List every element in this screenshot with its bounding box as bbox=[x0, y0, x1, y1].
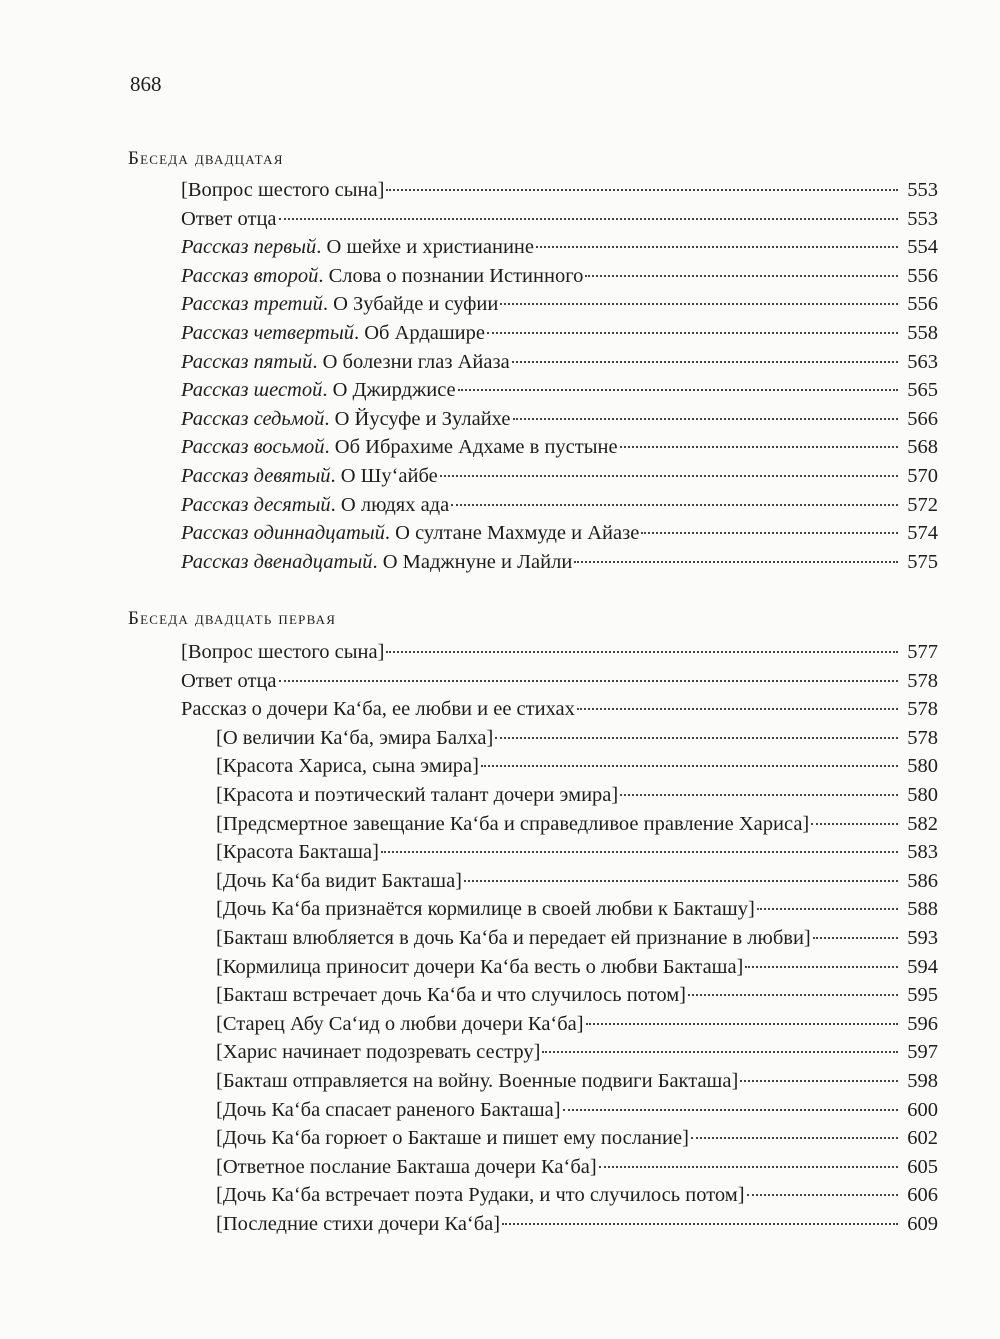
toc-entry bbox=[128, 319, 938, 348]
toc-entry-title bbox=[216, 1067, 738, 1096]
toc-entry-text: Ответ отца bbox=[181, 669, 277, 692]
toc-entry-text: . О людях ада bbox=[330, 493, 450, 516]
toc-entry-text: . О болезни глаз Айаза bbox=[312, 350, 510, 373]
toc-entry-title bbox=[181, 638, 384, 667]
toc-entry-page: 595 bbox=[907, 984, 938, 1007]
toc-entry-title bbox=[216, 867, 462, 896]
toc-entry-page: 588 bbox=[907, 898, 938, 921]
section-title: Беседа двадцать первая bbox=[128, 608, 337, 629]
dot-leader bbox=[574, 561, 898, 563]
toc-entry-text: . О султане Махмуде и Айазе bbox=[384, 522, 640, 545]
toc-entry bbox=[128, 491, 938, 520]
toc-entry bbox=[128, 1067, 938, 1096]
toc-entry bbox=[128, 519, 938, 548]
toc-entry bbox=[128, 724, 938, 753]
toc-entry-page: 597 bbox=[907, 1041, 938, 1064]
toc-entry-title bbox=[181, 519, 639, 548]
toc-entry bbox=[128, 376, 938, 405]
toc-entry-page: 582 bbox=[907, 812, 938, 835]
toc-entry bbox=[128, 1124, 938, 1153]
toc-entry-text: [Бакташ влюбляется в дочь Ка‘ба и передает ей признание в любви] bbox=[216, 926, 811, 949]
toc-entry bbox=[128, 262, 938, 291]
toc-entry-text: . Об Ардашире bbox=[353, 321, 485, 344]
toc-entry-title bbox=[181, 176, 384, 205]
dot-leader bbox=[502, 1223, 898, 1225]
toc-entry-text: Ответ отца bbox=[181, 207, 277, 230]
toc-entry-title bbox=[181, 405, 511, 434]
toc-entry-page: 572 bbox=[907, 493, 938, 516]
dot-leader bbox=[620, 794, 898, 796]
toc-entry-title bbox=[216, 924, 811, 953]
toc-entry-text: [Кормилица приносит дочери Ка‘ба весть о любви Бакташа] bbox=[216, 955, 744, 978]
toc-entry-title bbox=[181, 376, 456, 405]
toc-entry bbox=[128, 433, 938, 462]
toc-entry bbox=[128, 781, 938, 810]
toc-entry bbox=[128, 348, 938, 377]
dot-leader bbox=[740, 1080, 898, 1082]
toc-entry-text: [Красота и поэтический талант дочери эмира] bbox=[216, 783, 619, 806]
toc-entry-title bbox=[181, 262, 583, 291]
toc-entry-story-label: Рассказ одиннадцатый bbox=[181, 522, 385, 545]
toc-entry-page: 605 bbox=[907, 1155, 938, 1178]
toc-entry-text: [Ответное послание Бакташа дочери Ка‘ба] bbox=[216, 1155, 597, 1178]
toc-entry-page: 556 bbox=[907, 264, 938, 287]
toc-entry bbox=[128, 405, 938, 434]
toc-entry-text: [Бакташ встречает дочь Ка‘ба и что случилось потом] bbox=[216, 984, 687, 1007]
toc-entry-title bbox=[216, 1038, 540, 1067]
dot-leader bbox=[536, 246, 898, 248]
toc-entry-page: 566 bbox=[907, 407, 938, 430]
dot-leader bbox=[577, 708, 898, 710]
toc-entry-title bbox=[216, 724, 493, 753]
toc-entry-text: [Красота Хариса, сына эмира] bbox=[216, 755, 479, 778]
dot-leader bbox=[487, 332, 898, 334]
toc-entry-page: 563 bbox=[907, 350, 938, 373]
toc-entry-page: 580 bbox=[907, 755, 938, 778]
toc-entry-page: 574 bbox=[907, 522, 938, 545]
toc-entry-title bbox=[216, 1210, 500, 1239]
dot-leader bbox=[481, 765, 898, 767]
toc-entry-page: 568 bbox=[907, 436, 938, 459]
toc-entry-title bbox=[181, 695, 575, 724]
toc-entry-page: 602 bbox=[907, 1127, 938, 1150]
toc-entry-text: . Об Ибрахиме Адхаме в пустыне bbox=[324, 436, 618, 459]
page-number: 868 bbox=[130, 72, 162, 96]
dot-leader bbox=[386, 651, 898, 653]
toc-entry-title bbox=[216, 1096, 561, 1125]
toc-entry bbox=[128, 1038, 938, 1067]
toc-entry-text: [Вопрос шестого сына] bbox=[181, 179, 385, 201]
dot-leader bbox=[757, 908, 898, 910]
toc-entry bbox=[128, 233, 938, 262]
toc-entry-title bbox=[181, 667, 277, 696]
toc-entry-page: 578 bbox=[907, 726, 938, 749]
toc-entry-story-label: Рассказ шестой bbox=[181, 379, 323, 402]
toc-entry-page: 583 bbox=[907, 841, 938, 864]
toc-entry-title bbox=[181, 548, 572, 577]
dot-leader bbox=[620, 446, 898, 448]
toc-entry-page: 570 bbox=[907, 464, 938, 487]
dot-leader bbox=[440, 475, 898, 477]
toc-entry bbox=[128, 953, 938, 982]
toc-entry-text: Рассказ о дочери Ка‘ба, ее любви и ее стихах bbox=[181, 698, 575, 721]
dot-leader bbox=[451, 504, 898, 506]
toc-entry-text: [Бакташ отправляется на войну. Военные подвиги Бакташа] bbox=[216, 1069, 739, 1092]
toc-entry bbox=[128, 810, 938, 839]
toc-entry-text: [Дочь Ка‘ба встречает поэта Рудаки, и что случилось потом] bbox=[216, 1184, 745, 1207]
toc-entry bbox=[128, 638, 938, 667]
toc-entry-title bbox=[216, 752, 479, 781]
toc-entry-story-label: Рассказ двенадцатый bbox=[181, 550, 373, 573]
toc-entry-page: 578 bbox=[907, 698, 938, 721]
toc-entry-title bbox=[181, 205, 277, 234]
toc-entry-text: . О шейхе и христианине bbox=[316, 236, 534, 259]
toc-entry bbox=[128, 176, 938, 205]
toc-entry-title bbox=[216, 1124, 689, 1153]
dot-leader bbox=[279, 680, 898, 682]
toc-entry-page: 558 bbox=[907, 321, 938, 344]
toc-entry-story-label: Рассказ пятый bbox=[181, 350, 313, 373]
toc-entry-page: 565 bbox=[907, 379, 938, 402]
toc-entry bbox=[128, 1010, 938, 1039]
dot-leader bbox=[500, 303, 898, 305]
dot-leader bbox=[747, 1194, 898, 1196]
toc-entry-text: [Дочь Ка‘ба горюет о Бакташе и пишет ему послание] bbox=[216, 1127, 689, 1150]
toc-entry bbox=[128, 667, 938, 696]
toc-entry-title bbox=[216, 895, 755, 924]
toc-entry-text: [Предсмертное завещание Ка‘ба и справедливое правление Хариса] bbox=[216, 812, 810, 835]
dot-leader bbox=[599, 1166, 898, 1168]
section-conversation-20 bbox=[128, 144, 938, 576]
toc-entry-title bbox=[181, 290, 498, 319]
dot-leader bbox=[745, 966, 898, 968]
dot-leader bbox=[381, 851, 898, 853]
toc-entry-text: . Слова о познании Истинного bbox=[318, 264, 584, 287]
toc-entry-story-label: Рассказ восьмой bbox=[181, 436, 325, 459]
dot-leader bbox=[386, 189, 898, 191]
toc-entry bbox=[128, 205, 938, 234]
toc-entry-title bbox=[216, 1010, 584, 1039]
section-title: Беседа двадцатая bbox=[128, 148, 284, 169]
toc-entry-page: 553 bbox=[907, 207, 938, 230]
toc-entry bbox=[128, 1153, 938, 1182]
dot-leader bbox=[688, 994, 898, 996]
dot-leader bbox=[458, 389, 898, 391]
toc-entry-title bbox=[216, 981, 686, 1010]
toc-entry bbox=[128, 981, 938, 1010]
toc-entry-text: [Старец Абу Са‘ид о любви дочери Ка‘ба] bbox=[216, 1012, 584, 1035]
toc-entry-page: 556 bbox=[907, 293, 938, 316]
toc-entry-page: 600 bbox=[907, 1098, 938, 1121]
dot-leader bbox=[563, 1109, 898, 1111]
toc-entry-title bbox=[216, 781, 618, 810]
toc-entry-text: . О Шу‘айбе bbox=[330, 464, 438, 487]
dot-leader bbox=[279, 218, 898, 220]
toc-entry-page: 598 bbox=[907, 1069, 938, 1092]
toc-entry bbox=[128, 924, 938, 953]
toc-entry bbox=[128, 1210, 938, 1239]
toc-entry-story-label: Рассказ четвертый bbox=[181, 321, 354, 344]
toc-entry-page: 575 bbox=[907, 550, 938, 573]
toc-entry-page: 586 bbox=[907, 869, 938, 892]
toc-entry-title bbox=[216, 1153, 597, 1182]
toc-entry bbox=[128, 462, 938, 491]
toc-list bbox=[128, 176, 938, 576]
dot-leader bbox=[464, 880, 898, 882]
toc-entry-story-label: Рассказ седьмой bbox=[181, 407, 325, 430]
toc-entry-title bbox=[181, 348, 510, 377]
toc-entry-text: . О Зубайде и суфии bbox=[322, 293, 499, 316]
toc-entry-page: 580 bbox=[907, 783, 938, 806]
toc-entry bbox=[128, 895, 938, 924]
dot-leader bbox=[585, 275, 898, 277]
toc-entry-text: . О Йусуфе и Зулайхе bbox=[324, 407, 511, 430]
toc-entry-page: 596 bbox=[907, 1012, 938, 1035]
toc-entry-text: . О Джирджисе bbox=[322, 379, 456, 402]
toc-entry-title bbox=[181, 491, 449, 520]
toc-entry-title bbox=[216, 810, 809, 839]
toc-entry bbox=[128, 752, 938, 781]
dot-leader bbox=[641, 532, 898, 534]
toc-entry-page: 609 bbox=[907, 1212, 938, 1235]
toc-entry-story-label: Рассказ первый bbox=[181, 236, 317, 259]
dot-leader bbox=[513, 418, 898, 420]
toc-entry-page: 606 bbox=[907, 1184, 938, 1207]
toc-entry-text: [О величии Ка‘ба, эмира Балха] bbox=[216, 726, 494, 749]
toc-entry-title bbox=[181, 462, 438, 491]
toc-entry bbox=[128, 695, 938, 724]
dot-leader bbox=[811, 823, 898, 825]
toc-entry-story-label: Рассказ третий bbox=[181, 293, 323, 316]
toc-entry-page: 553 bbox=[907, 179, 938, 201]
toc-entry-title bbox=[181, 433, 618, 462]
dot-leader bbox=[542, 1051, 898, 1053]
toc-entry-page: 577 bbox=[907, 641, 938, 663]
toc-entry-story-label: Рассказ девятый bbox=[181, 464, 331, 487]
toc-entry-title bbox=[216, 1181, 745, 1210]
toc-entry-text: [Вопрос шестого сына] bbox=[181, 641, 385, 663]
toc-entry bbox=[128, 838, 938, 867]
toc-entry-story-label: Рассказ второй bbox=[181, 264, 319, 287]
section-conversation-21 bbox=[128, 604, 938, 1238]
toc-list bbox=[128, 638, 938, 1238]
toc-entry bbox=[128, 1181, 938, 1210]
toc-entry-page: 594 bbox=[907, 955, 938, 978]
dot-leader bbox=[813, 937, 898, 939]
toc-entry-page: 593 bbox=[907, 926, 938, 949]
toc-entry-text: . О Маджнуне и Лайли bbox=[372, 550, 573, 573]
toc-entry bbox=[128, 867, 938, 896]
toc-entry-title bbox=[181, 319, 485, 348]
toc-entry-story-label: Рассказ десятый bbox=[181, 493, 331, 516]
toc-entry-text: [Красота Бакташа] bbox=[216, 841, 379, 864]
toc-entry-text: [Дочь Ка‘ба видит Бакташа] bbox=[216, 869, 463, 892]
toc-entry-title bbox=[181, 233, 534, 262]
toc-entry-text: [Дочь Ка‘ба признаётся кормилице в своей любви к Бакташу] bbox=[216, 898, 755, 921]
toc-entry-text: [Харис начинает подозревать сестру] bbox=[216, 1041, 541, 1064]
dot-leader bbox=[586, 1023, 898, 1025]
toc-entry-title bbox=[216, 953, 743, 982]
toc-entry-text: [Последние стихи дочери Ка‘ба] bbox=[216, 1212, 501, 1235]
toc-entry-text: [Дочь Ка‘ба спасает раненого Бакташа] bbox=[216, 1098, 561, 1121]
toc-entry bbox=[128, 1096, 938, 1125]
dot-leader bbox=[495, 737, 898, 739]
toc-entry bbox=[128, 290, 938, 319]
dot-leader bbox=[691, 1137, 898, 1139]
toc-entry-page: 578 bbox=[907, 669, 938, 692]
dot-leader bbox=[512, 361, 898, 363]
toc-entry bbox=[128, 548, 938, 577]
toc-entry-title bbox=[216, 838, 379, 867]
toc-entry-page: 554 bbox=[907, 236, 938, 259]
